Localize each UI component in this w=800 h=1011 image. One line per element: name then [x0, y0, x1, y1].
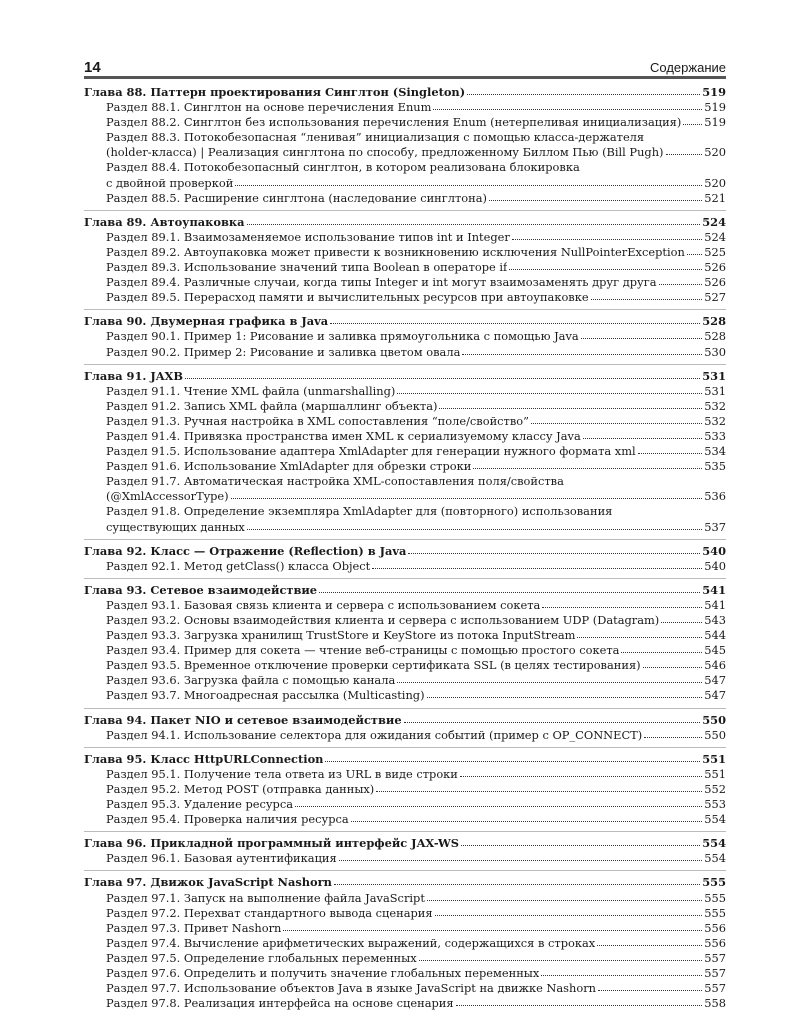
- section-entry[interactable]: [84, 115, 726, 130]
- page-number-ref: 536: [704, 489, 726, 504]
- dot-leader: [319, 582, 700, 593]
- chapter-entry[interactable]: [84, 544, 726, 559]
- section-entry[interactable]: [84, 345, 726, 360]
- dot-leader: [577, 627, 702, 638]
- section-entry[interactable]: [84, 891, 726, 906]
- dot-leader: [509, 259, 702, 270]
- chapter-entry-title: Глава 88. Паттерн проектирования Синглтон (Singleton): [84, 85, 466, 99]
- chapter-entry-title: Глава 92. Класс — Отражение (Reflection) в Java: [84, 543, 407, 558]
- page-number-ref: 551: [702, 751, 726, 766]
- dot-leader: [433, 99, 702, 110]
- section-entry[interactable]: [84, 275, 726, 290]
- dot-leader: [467, 84, 700, 95]
- section-entry[interactable]: [84, 921, 726, 936]
- dot-leader: [621, 642, 702, 653]
- chapter-entry-title: Глава 97. Движок JavaScript Nashorn: [84, 875, 332, 890]
- dot-leader: [598, 980, 702, 991]
- page-number: 14: [84, 59, 101, 76]
- dot-leader: [659, 274, 703, 285]
- page-number-ref: 541: [704, 597, 726, 612]
- chapter-entry[interactable]: [84, 369, 726, 384]
- page-number-ref: 545: [704, 643, 726, 658]
- section-entry-title-line[interactable]: Раздел 91.8. Определение экземпляра XmlAdapter для (повторного) использования: [106, 504, 613, 519]
- chapter-entry[interactable]: [84, 836, 726, 851]
- section-entry-title: Раздел 93.1. Базовая связь клиента и сервера с использованием сокета: [106, 597, 541, 612]
- page-number-ref: 554: [704, 851, 726, 866]
- chapter-block: [84, 870, 726, 1011]
- page-number-ref: 520: [704, 175, 726, 190]
- dot-leader: [339, 850, 703, 861]
- page-number-ref: 552: [704, 781, 726, 796]
- dot-leader: [643, 657, 703, 668]
- section-entry[interactable]: [84, 996, 726, 1011]
- dot-leader: [460, 766, 702, 777]
- section-entry-title: Раздел 92.1. Метод getClass() класса Object: [106, 558, 371, 573]
- section-entry-title: Раздел 93.7. Многоадресная рассылка (Multicasting): [106, 688, 425, 703]
- dot-leader: [687, 244, 702, 255]
- page-number-ref: 526: [704, 260, 726, 275]
- section-entry[interactable]: [84, 767, 726, 782]
- section-entry[interactable]: [84, 245, 726, 260]
- page-number-ref: 526: [704, 275, 726, 290]
- dot-leader: [638, 443, 703, 454]
- section-entry[interactable]: [84, 176, 726, 191]
- page-number-ref: 557: [704, 965, 726, 980]
- page-number-ref: 557: [704, 950, 726, 965]
- page-number-ref: 555: [704, 890, 726, 905]
- page-number-ref: 519: [702, 85, 726, 99]
- page-number-ref: 524: [702, 214, 726, 229]
- chapter-entry-title: Глава 93. Сетевое взаимодействие: [84, 582, 318, 597]
- dot-leader: [376, 781, 702, 792]
- page-number-ref: 556: [704, 935, 726, 950]
- page-number-ref: 541: [702, 582, 726, 597]
- chapter-block: [84, 364, 726, 535]
- chapter-entry-title: Глава 90. Двумерная графика в Java: [84, 314, 329, 329]
- dot-leader: [404, 712, 701, 723]
- chapter-block: [84, 747, 726, 827]
- page-number-ref: 525: [704, 244, 726, 259]
- page-number-ref: 557: [704, 981, 726, 996]
- section-entry-title: Раздел 89.1. Взаимозаменяемое использование типов int и Integer: [106, 229, 510, 244]
- page-number-ref: 534: [704, 444, 726, 459]
- dot-leader: [542, 597, 702, 608]
- section-entry-title: Раздел 89.2. Автоупаковка может привести к возникновению исключения NullPointerException: [106, 244, 685, 259]
- dot-leader: [512, 229, 702, 240]
- section-entry-title: Раздел 88.1. Синглтон на основе перечисления Enum: [106, 100, 432, 115]
- section-entry-title: Раздел 90.1. Пример 1: Рисование и заливка прямоугольника с помощью Java: [106, 329, 579, 344]
- page-number-ref: 556: [704, 920, 726, 935]
- page-number-ref: 528: [704, 329, 726, 344]
- running-title: Содержание: [650, 60, 726, 75]
- section-entry[interactable]: [84, 290, 726, 305]
- page-number-ref: 527: [704, 290, 726, 305]
- page-header: [84, 58, 726, 79]
- page-number-ref: 533: [704, 428, 726, 443]
- dot-leader: [247, 519, 702, 530]
- section-entry[interactable]: [84, 384, 726, 399]
- dot-leader: [591, 289, 703, 300]
- section-entry-title: Раздел 97.7. Использование объектов Java в языке JavaScript на движке Nashorn: [106, 981, 597, 996]
- section-entry-title: Раздел 88.2. Синглтон без использования перечисления Enum (нетерпеливая инициализация): [106, 115, 682, 130]
- section-entry-title: Раздел 93.6. Загрузка файла с помощью канала: [106, 673, 396, 688]
- dot-leader: [462, 344, 702, 355]
- chapter-entry[interactable]: [84, 314, 726, 329]
- section-entry-title-line[interactable]: Раздел 91.7. Автоматическая настройка XML-сопоставления поля/свойства: [106, 474, 564, 489]
- section-entry-title-line[interactable]: Раздел 88.3. Потокобезопасная “ленивая” инициализация с помощью класса-держателя: [106, 130, 645, 145]
- chapter-entry-title: Глава 89. Автоупаковка: [84, 214, 245, 229]
- section-entry[interactable]: [84, 191, 726, 206]
- chapter-block: [84, 85, 726, 206]
- dot-leader: [185, 368, 700, 379]
- section-entry-title: Раздел 95.1. Получение тела ответа из URL в виде строки: [106, 766, 458, 781]
- section-entry-title: Раздел 97.6. Определить и получить значение глобальных переменных: [106, 965, 540, 980]
- page-number-ref: 550: [702, 712, 726, 727]
- dot-leader: [231, 488, 703, 499]
- page-number-ref: 537: [704, 519, 726, 534]
- section-entry[interactable]: [84, 658, 726, 673]
- dot-leader: [473, 458, 702, 469]
- dot-leader: [427, 687, 703, 698]
- section-entry-title: Раздел 96.1. Базовая аутентификация: [106, 851, 337, 866]
- dot-leader: [325, 751, 700, 762]
- dot-leader: [435, 905, 703, 916]
- dot-leader: [683, 114, 702, 125]
- chapter-entry[interactable]: [84, 85, 726, 100]
- chapter-block: [84, 539, 726, 574]
- chapter-entry-title: Глава 95. Класс HttpURLConnection: [84, 751, 324, 766]
- section-entry-title: существующих данных: [106, 519, 245, 534]
- dot-leader: [661, 612, 702, 623]
- section-entry[interactable]: [84, 100, 726, 115]
- chapter-entry[interactable]: [84, 752, 726, 767]
- section-entry-title: (holder-класса) | Реализация синглтона по способу, предложенному Биллом Пью (Bill Pugh): [106, 145, 664, 160]
- page-number-ref: 553: [704, 797, 726, 812]
- page-number-ref: 530: [704, 344, 726, 359]
- table-of-contents: [84, 85, 726, 1011]
- section-entry-title: Раздел 91.2. Запись XML файла (маршаллинг объекта): [106, 398, 438, 413]
- dot-leader: [461, 835, 700, 846]
- page-number-ref: 554: [704, 812, 726, 827]
- page-number-ref: 551: [704, 766, 726, 781]
- chapter-entry[interactable]: [84, 713, 726, 728]
- chapter-block: [84, 210, 726, 306]
- section-entry[interactable]: [84, 936, 726, 951]
- section-entry-title: Раздел 93.4. Пример для сокета — чтение веб-страницы с помощью простого сокета: [106, 643, 620, 658]
- section-entry[interactable]: [84, 688, 726, 703]
- section-entry[interactable]: [84, 444, 726, 459]
- section-entry-title: Раздел 94.1. Использование селектора для ожидания событий (пример с OP_CONNECT): [106, 727, 643, 742]
- dot-leader: [330, 313, 700, 324]
- section-entry[interactable]: [84, 782, 726, 797]
- section-entry-title: Раздел 97.1. Запуск на выполнение файла JavaScript: [106, 890, 425, 905]
- page-number-ref: 555: [702, 875, 726, 890]
- chapter-block: [84, 831, 726, 866]
- section-entry[interactable]: [84, 673, 726, 688]
- section-entry-title: Раздел 97.5. Определение глобальных переменных: [106, 950, 417, 965]
- section-entry-title: Раздел 93.2. Основы взаимодействия клиента и сервера с использованием UDP (Datagram): [106, 613, 660, 627]
- chapter-entry[interactable]: [84, 875, 726, 890]
- dot-leader: [541, 965, 702, 976]
- chapter-entry-title: Глава 94. Пакет NIO и сетевое взаимодействие: [84, 712, 402, 727]
- section-entry[interactable]: [84, 145, 726, 160]
- page-number-ref: 540: [702, 543, 726, 558]
- dot-leader: [666, 144, 703, 155]
- dot-leader: [397, 672, 702, 683]
- section-entry[interactable]: [84, 966, 726, 981]
- section-entry-title: Раздел 90.2. Пример 2: Рисование и заливка цветом овала: [106, 344, 461, 359]
- page-number-ref: 519: [704, 115, 726, 130]
- section-entry-title: Раздел 95.3. Удаление ресурса: [106, 797, 294, 812]
- page-number-ref: 555: [704, 905, 726, 920]
- section-entry[interactable]: [84, 613, 726, 628]
- dot-leader: [644, 727, 702, 738]
- dot-leader: [334, 874, 700, 885]
- dot-leader: [427, 890, 702, 901]
- dot-leader: [408, 543, 700, 554]
- section-entry-title: Раздел 88.5. Расширение синглтона (наследование синглтона): [106, 190, 487, 205]
- page-number-ref: 531: [702, 368, 726, 383]
- section-entry[interactable]: [84, 981, 726, 996]
- page-number-ref: 554: [702, 836, 726, 851]
- dot-leader: [583, 428, 703, 439]
- section-entry[interactable]: [84, 797, 726, 812]
- page-number-ref: 546: [704, 658, 726, 673]
- section-entry[interactable]: [84, 414, 726, 429]
- section-entry[interactable]: [84, 559, 726, 574]
- dot-leader: [247, 214, 701, 225]
- page-number-ref: 532: [704, 398, 726, 413]
- dot-leader: [597, 935, 702, 946]
- page-number-ref: 521: [704, 190, 726, 205]
- dot-leader: [235, 175, 702, 186]
- dot-leader: [351, 811, 703, 822]
- dot-leader: [489, 190, 702, 201]
- section-entry[interactable]: [84, 260, 726, 275]
- section-entry-title-line[interactable]: Раздел 88.4. Потокобезопасный синглтон, в котором реализована блокировка: [106, 160, 580, 175]
- dot-leader: [283, 920, 702, 931]
- section-entry[interactable]: [84, 851, 726, 866]
- section-entry[interactable]: [84, 230, 726, 245]
- page-number-ref: 519: [704, 100, 726, 115]
- section-entry-title: Раздел 95.4. Проверка наличия ресурса: [106, 812, 349, 827]
- dot-leader: [456, 995, 703, 1006]
- dot-leader: [581, 328, 703, 339]
- dot-leader: [439, 398, 702, 409]
- section-entry[interactable]: [84, 489, 726, 504]
- chapter-entry[interactable]: [84, 215, 726, 230]
- dot-leader: [372, 558, 702, 569]
- section-entry[interactable]: [84, 598, 726, 613]
- dot-leader: [531, 413, 702, 424]
- section-entry[interactable]: [84, 628, 726, 643]
- section-entry-title: Раздел 97.8. Реализация интерфейса на основе сценария: [106, 996, 454, 1011]
- page-number-ref: 540: [704, 558, 726, 573]
- chapter-block: [84, 708, 726, 743]
- page-number-ref: 550: [704, 727, 726, 742]
- page-number-ref: 532: [704, 413, 726, 428]
- page-number-ref: 543: [704, 613, 726, 627]
- section-entry-title: Раздел 97.2. Перехват стандартного вывода сценария: [106, 905, 433, 920]
- section-entry[interactable]: [84, 329, 726, 344]
- section-entry[interactable]: [84, 399, 726, 414]
- section-entry[interactable]: [84, 812, 726, 827]
- page-number-ref: 520: [704, 145, 726, 160]
- dot-leader: [397, 383, 702, 394]
- section-entry[interactable]: [84, 951, 726, 966]
- section-entry[interactable]: [84, 906, 726, 921]
- section-entry-title: с двойной проверкой: [106, 175, 234, 190]
- page-number-ref: 531: [704, 383, 726, 398]
- page-number-ref: 547: [704, 688, 726, 703]
- chapter-entry-title: Глава 96. Прикладной программный интерфейс JAX-WS: [84, 836, 459, 851]
- dot-leader: [295, 796, 702, 807]
- section-entry-title: Раздел 97.3. Привет Nashorn: [106, 920, 282, 935]
- section-entry-title: Раздел 91.4. Привязка пространства имен XML к сериализуемому классу Java: [106, 428, 581, 443]
- chapter-entry[interactable]: [84, 583, 726, 598]
- section-entry-title: Раздел 89.5. Перерасход памяти и вычислительных ресурсов при автоупаковке: [106, 290, 589, 305]
- section-entry[interactable]: [84, 429, 726, 444]
- section-entry-title: (@XmlAccessorType): [106, 489, 229, 504]
- section-entry-title: Раздел 91.6. Использование XmlAdapter для обрезки строки: [106, 459, 472, 474]
- section-entry-title: Раздел 91.1. Чтение XML файла (unmarshalling): [106, 383, 396, 398]
- page-number-ref: 528: [702, 314, 726, 329]
- page-number-ref: 524: [704, 229, 726, 244]
- dot-leader: [419, 950, 703, 961]
- section-entry-title: Раздел 91.3. Ручная настройка в XML сопоставления “поле/свойство”: [106, 413, 529, 428]
- section-entry-title: Раздел 97.4. Вычисление арифметических выражений, содержащихся в строках: [106, 935, 596, 950]
- chapter-entry-title: Глава 91. JAXB: [84, 368, 184, 383]
- section-entry-title: Раздел 93.5. Временное отключение проверки сертификата SSL (в целях тестирования): [106, 658, 641, 673]
- section-entry[interactable]: [84, 728, 726, 743]
- section-entry[interactable]: [84, 459, 726, 474]
- chapter-block: [84, 578, 726, 704]
- section-entry-title: Раздел 91.5. Использование адаптера XmlAdapter для генерации нужного формата xml: [106, 444, 636, 459]
- section-entry-title: Раздел 95.2. Метод POST (отправка данных): [106, 781, 375, 796]
- section-entry-title: Раздел 89.4. Различные случаи, когда типы Integer и int могут взаимозаменять друг друга: [106, 275, 657, 290]
- section-entry-title: Раздел 93.3. Загрузка хранилищ TrustStore и KeyStore из потока InputStream: [106, 628, 576, 643]
- page-number-ref: 558: [704, 996, 726, 1011]
- section-entry[interactable]: [84, 520, 726, 535]
- page-number-ref: 535: [704, 459, 726, 474]
- section-entry[interactable]: [84, 643, 726, 658]
- chapter-block: [84, 309, 726, 359]
- section-entry-title: Раздел 89.3. Использование значений типа Boolean в операторе if: [106, 260, 508, 275]
- page-number-ref: 547: [704, 673, 726, 688]
- page-number-ref: 544: [704, 628, 726, 643]
